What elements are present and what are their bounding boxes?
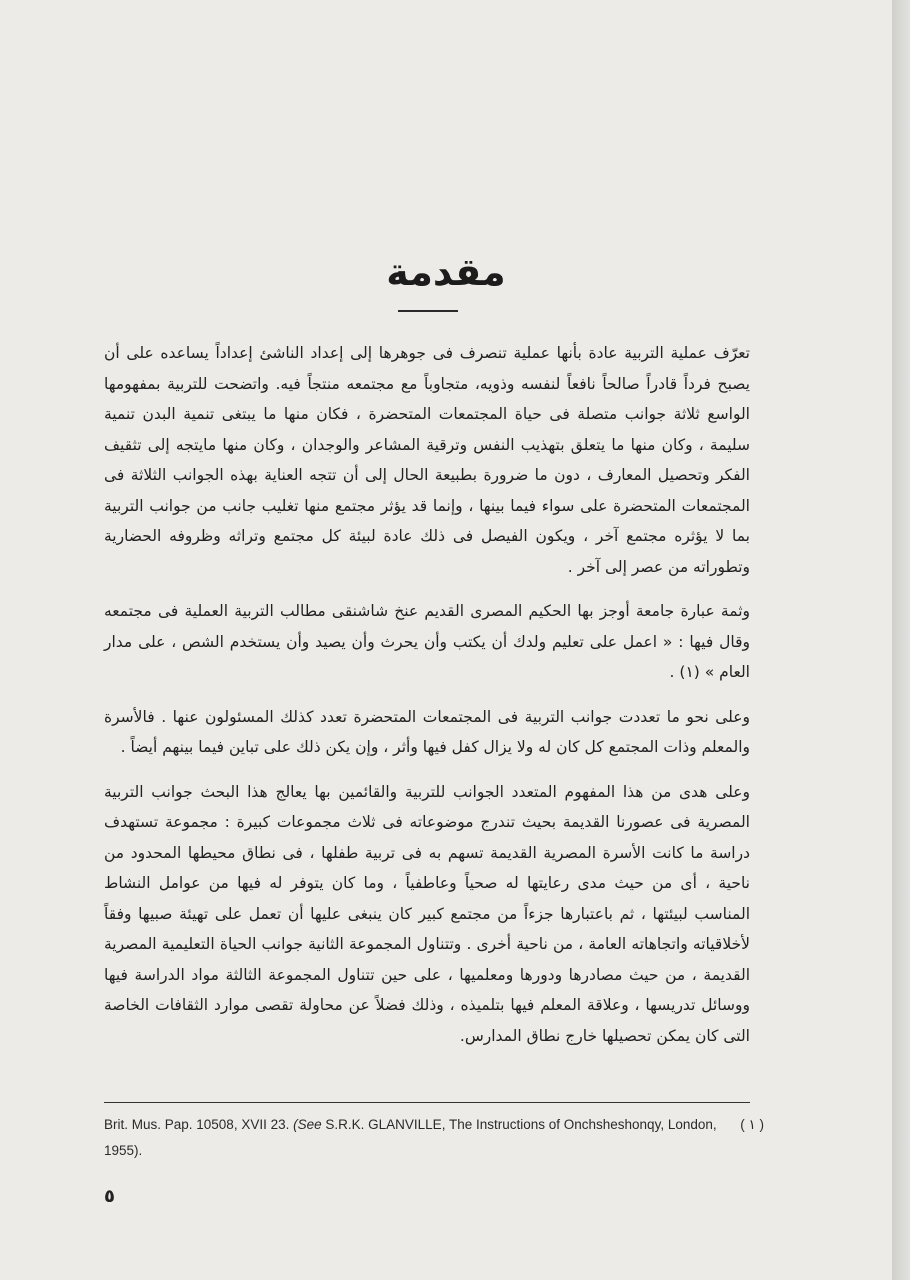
paragraph-2: وثمة عبارة جامعة أوجز بها الحكيم المصرى القديم عنخ شاشنقى مطالب التربية العملية فى مجتمعه وقال فيها : « اعمل على تعليم ولدك أن يكتب وأن يحرث وأن يصيد وأن يستخدم الشص ، على مدار العام » (١) . — [104, 602, 750, 681]
page-edge — [892, 0, 910, 1280]
paragraph-3: وعلى نحو ما تعددت جوانب التربية فى المجتمعات المتحضرة تعدد كذلك المسئولون عنها . فالأسرة والمعلم وذات المجتمع كل كان له ولا يزال كفل فيها وأثر ، وإن يكن ذلك على تباين فيما بينهم أيضاً . — [104, 707, 750, 756]
footnote-see: (See — [293, 1117, 322, 1132]
page-number: ٥ — [104, 1186, 115, 1207]
page-title: مقدمة — [386, 250, 506, 294]
footnote-text-pre: Brit. Mus. Pap. 10508, XVII 23. — [104, 1117, 294, 1132]
footnote-text-post: S.R.K. GLANVILLE, The Instructions of Onchsheshonqy, London, 1955). — [104, 1117, 717, 1158]
footnote-separator — [104, 1102, 750, 1103]
title-underline — [398, 310, 458, 312]
body-text — [104, 338, 750, 1051]
footnote — [104, 1112, 764, 1164]
footnote-marker: ( ١ ) — [740, 1117, 764, 1132]
paragraph-4: وعلى هدى من هذا المفهوم المتعدد الجوانب للتربية والقائمين بها يعالج هذا البحث جوانب التربية المصرية فى عصورنا القديمة بحيث تندرج موضوعاته فى ثلاث مجموعات كبيرة : مجموعة تستهدف دراسة ما كانت الأسرة المصرية القديمة تسهم به فى تربية طفلها ، فى نطاق محيطها المحدود من ناحية ، أى من حيث مدى رعايتها له صحياً وعاطفياً ، وما كان يتوفر له فيها من عوامل النشاط المناسب لبيئتها ، ثم باعتبارها جزءاً من مجتمع كبير كان ينبغى عليها أن تعمل على تهيئة صبيها وفقاً لأخلاقياته واتجاهاته العامة ، من ناحية أخرى . وتتناول المجموعة الثانية جوانب الحياة التعليمية المصرية القديمة ، من حيث مصادرها ودورها ومعلميها ، على حين تتناول المجموعة الثالثة مواد الدراسة فيها ووسائل تدريسها ، وعلاقة المعلم فيها بتلميذه ، وذلك فضلاً عن محاولة تقصى موارد الثقافات الخاصة التى كان يمكن تحصيلها خارج نطاق المدارس. — [104, 782, 750, 1045]
paragraph-1: تعرّف عملية التربية عادة بأنها عملية تنصرف فى جوهرها إلى إعداد الناشئ إعداداً يساعده على أن يصبح فرداً قادراً صالحاً نافعاً لنفسه وذويه، متجاوباً مع مجتمعه منتجاً فيه. واتضحت للتربية بمفهومها الواسع ثلاثة جوانب متصلة فى حياة المجتمعات المتحضرة ، فكان منها ما يبتغى تنمية البدن تنمية سليمة ، وكان منها ما يتعلق بتهذيب النفس وترقية المشاعر والوجدان ، وكان منها مايتجه إلى تثقيف الفكر وتحصيل المعارف ، دون ما ضرورة بطبيعة الحال إلى أن تتجه العناية بهذه الجوانب الثلاثة فى المجتمعات المتحضرة على سواء فيما بينها ، وإنما قد يؤثر مجتمع منها تغليب جانب من جوانب التربية بما لا يؤثره مجتمع آخر ، ويكون الفيصل فى ذلك عادة لبيئة كل مجتمع وتراثه وظروفه الحضارية وتطوراته من عصر إلى آخر . — [104, 344, 750, 576]
